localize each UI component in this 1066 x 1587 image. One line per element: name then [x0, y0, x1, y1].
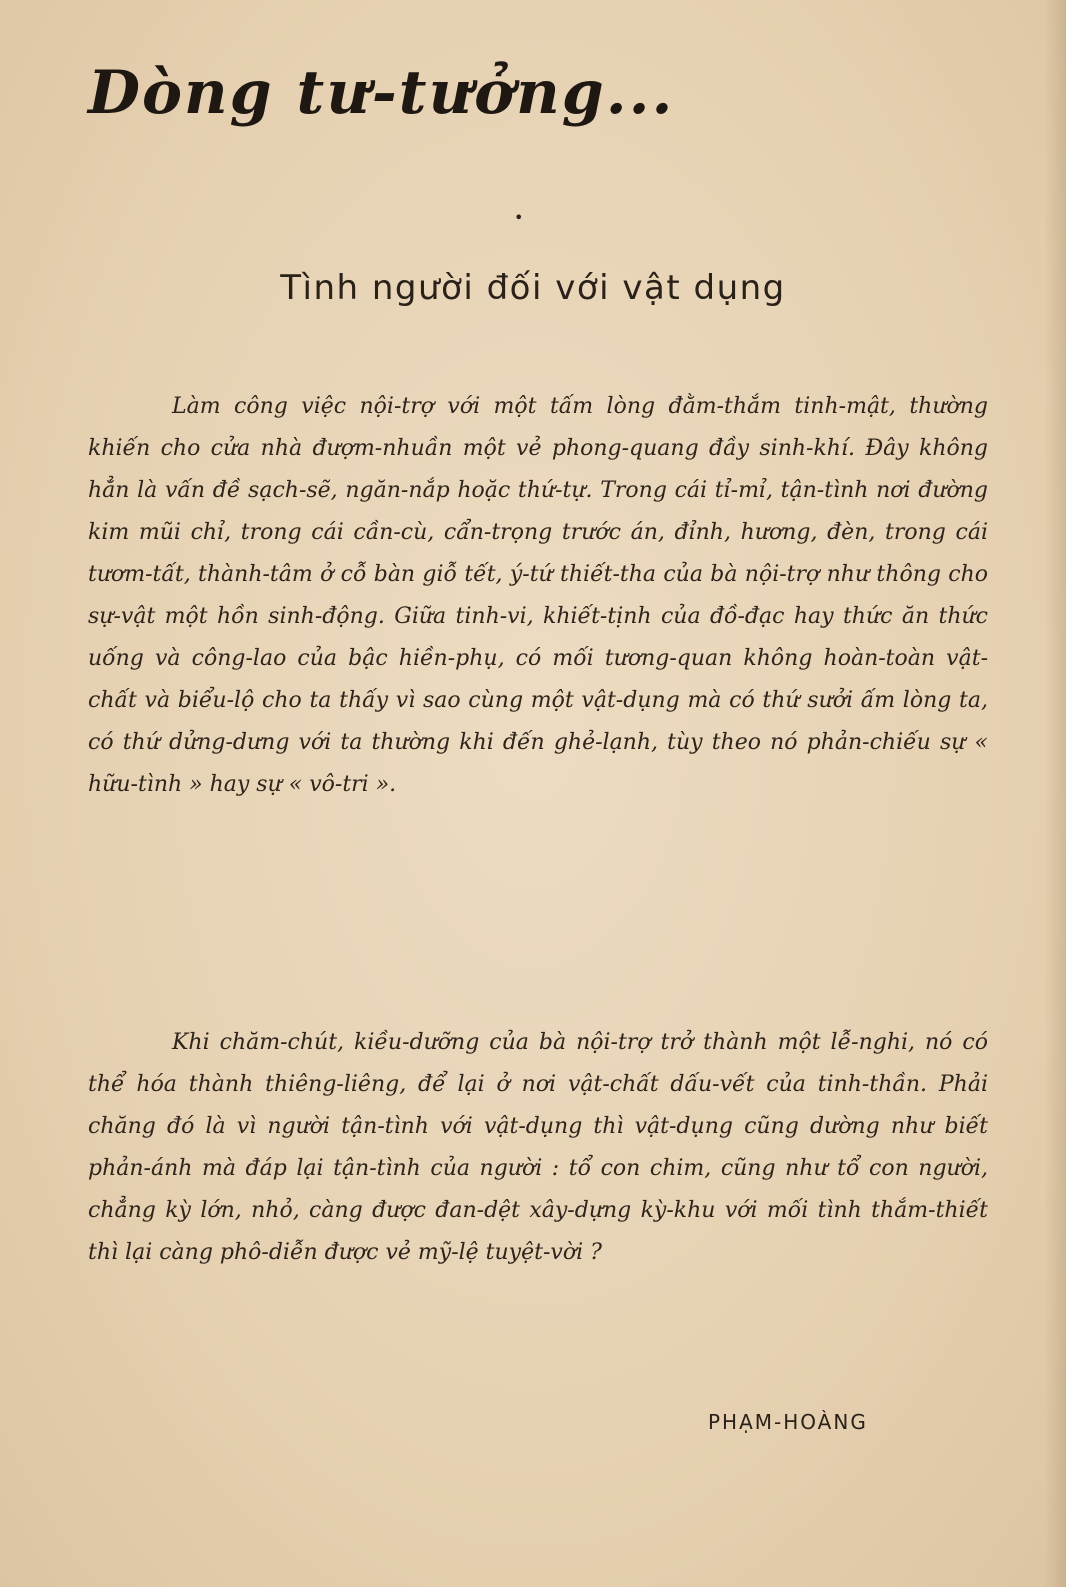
section-masthead: Dòng tư-tưởng...	[88, 58, 675, 128]
article-paragraph-2: Khi chăm-chút, kiều-dưỡng của bà nội-trợ trở thành một lễ-nghi, nó có thể hóa thành thiêng-liêng, để lại ở nơi vật-chất dấu-vết của tinh-thần. Phải chăng đó là vì người tận-tình với vật-dụng thì vật-dụng cũng dường như biết phản-ánh mà đáp lại tận-tình của người : tổ con chim, cũng như tổ con người, chẳng kỳ lớn, nhỏ, càng được đan-dệt xây-dựng kỳ-khu với mối tình thắm-thiết thì lại càng phô-diễn được vẻ mỹ-lệ tuyệt-vời ?	[88, 1030, 988, 1265]
author-signature: PHẠM-HOÀNG	[708, 1410, 868, 1434]
ornament-mark: •	[514, 208, 524, 227]
article-paragraph-1: Làm công việc nội-trợ với một tấm lòng đằm-thắm tinh-mật, thường khiến cho cửa nhà đượm-nhuần một vẻ phong-quang đầy sinh-khí. Đây không hẳn là vấn đề sạch-sẽ, ngăn-nắp hoặc thứ-tự. Trong cái tỉ-mỉ, tận-tình nơi đường kim mũi chỉ, trong cái cần-cù, cẩn-trọng trước án, đỉnh, hương, đèn, trong cái tươm-tất, thành-tâm ở cỗ bàn giỗ tết, ý-tứ thiết-tha của bà nội-trợ như thông cho sự-vật một hồn sinh-động. Giữa tinh-vi, khiết-tịnh của đồ-đạc hay thức ăn thức uống và công-lao của bậc hiền-phụ, có mối tương-quan không hoàn-toàn vật-chất và biểu-lộ cho ta thấy vì sao cùng một vật-dụng mà có thứ sưởi ấm lòng ta, có thứ dửng-dưng với ta thường khi đến ghẻ-lạnh, tùy theo nó phản-chiếu sự « hữu-tình » hay sự « vô-tri ».	[88, 394, 988, 797]
page-edge-shadow	[1044, 0, 1066, 1587]
article-title: Tình người đối với vật dụng	[280, 268, 786, 308]
